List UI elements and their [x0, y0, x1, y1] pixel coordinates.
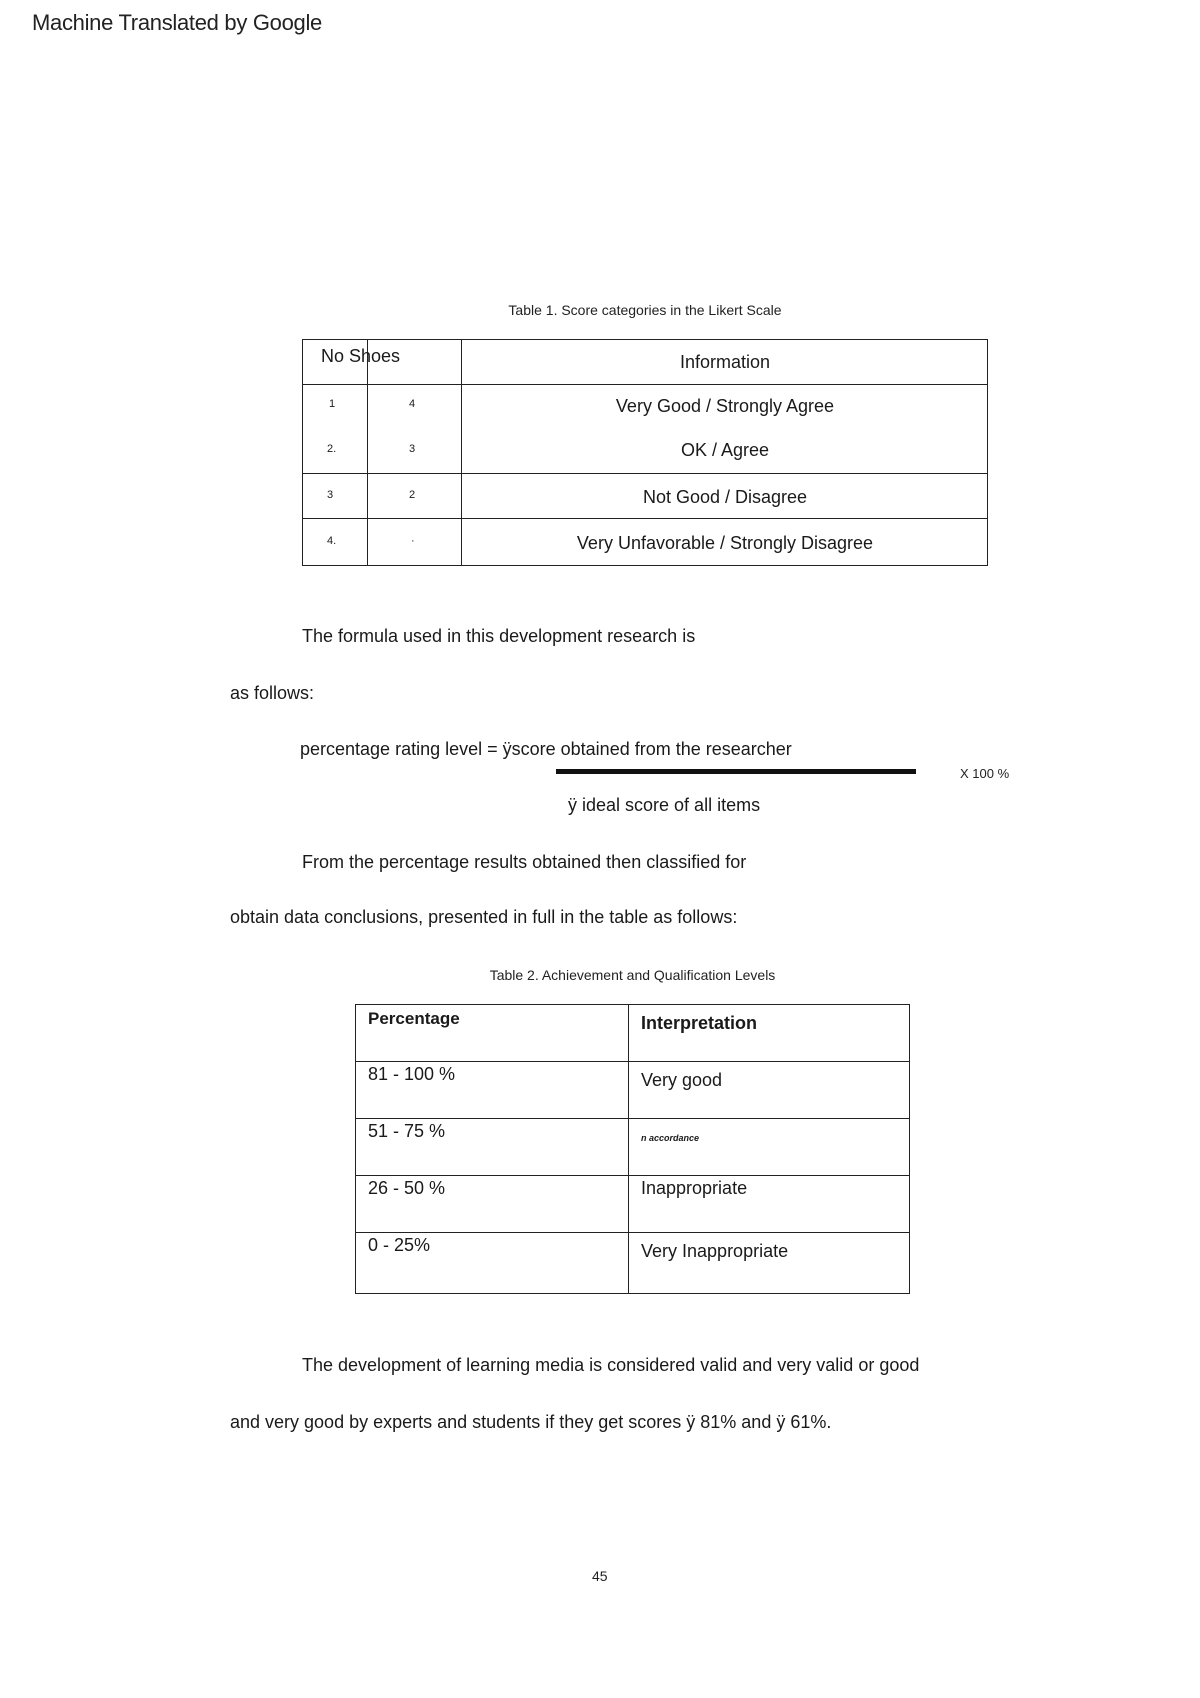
- formula-denominator: ÿ ideal score of all items: [568, 795, 761, 815]
- table2-cell-percentage: 51 - 75 %: [356, 1119, 629, 1176]
- table-row: [356, 1119, 910, 1176]
- table2-cell-interpretation: Very good: [629, 1062, 910, 1119]
- table2-cell-interpretation: Inappropriate: [629, 1176, 910, 1233]
- formula-fraction-bar: [556, 769, 916, 774]
- table2-cell-interpretation-text: n accordance: [641, 1133, 700, 1143]
- table2-cell-percentage: 26 - 50 %: [356, 1176, 629, 1233]
- table1-row2-score: 3: [409, 443, 416, 455]
- table1-row4-no: 4.: [327, 535, 337, 547]
- table1-row1-no: 1: [329, 398, 336, 410]
- table1-row2-info: OK / Agree: [680, 440, 770, 460]
- table1-row4-score: ·: [411, 535, 415, 547]
- table1-caption: Table 1. Score categories in the Likert Scale: [508, 302, 782, 318]
- table1-row1-info: Very Good / Strongly Agree: [615, 396, 835, 416]
- machine-translation-banner: Machine Translated by Google: [32, 10, 322, 35]
- table1-row4-info: Very Unfavorable / Strongly Disagree: [576, 533, 874, 553]
- table1-row3-score: 2: [409, 489, 416, 501]
- paragraph-percentage-results: From the percentage results obtained then classified for: [302, 852, 747, 872]
- table1-header-no-shoes: No Shoes: [321, 346, 401, 366]
- paragraph-scores-threshold: and very good by experts and students if they get scores ÿ 81% and ÿ 61%.: [230, 1412, 832, 1432]
- table-row: [356, 1062, 910, 1119]
- page-number: 45: [592, 1568, 608, 1584]
- formula-times-100: X 100 %: [960, 766, 1010, 781]
- table-row: [356, 1005, 910, 1062]
- table1-row2-no: 2.: [327, 443, 337, 455]
- table2-cell-interpretation: [629, 1119, 910, 1176]
- table1-row3-no: 3: [327, 489, 334, 501]
- table-row: [356, 1233, 910, 1294]
- paragraph-development-valid: The development of learning media is considered valid and very valid or good: [302, 1355, 920, 1375]
- paragraph-data-conclusions: obtain data conclusions, presented in full in the table as follows:: [230, 907, 738, 927]
- table2-caption: Table 2. Achievement and Qualification Levels: [489, 967, 776, 983]
- table2-header-interpretation: Interpretation: [629, 1005, 910, 1062]
- paragraph-formula-intro: The formula used in this development research is: [302, 626, 696, 646]
- achievement-qualification-table: [355, 1004, 910, 1294]
- paragraph-as-follows: as follows:: [230, 683, 315, 703]
- table2-cell-interpretation: Very Inappropriate: [629, 1233, 910, 1294]
- table-row: [356, 1176, 910, 1233]
- table1-header-information: Information: [679, 352, 771, 372]
- table2-cell-percentage: 0 - 25%: [356, 1233, 629, 1294]
- table2-cell-percentage: 81 - 100 %: [356, 1062, 629, 1119]
- table1-row3-info: Not Good / Disagree: [642, 487, 808, 507]
- table2-header-percentage: Percentage: [356, 1005, 629, 1062]
- table1-row1-score: 4: [409, 398, 416, 410]
- formula-numerator: percentage rating level = ÿscore obtained from the researcher: [300, 739, 792, 759]
- likert-score-table: [302, 339, 988, 566]
